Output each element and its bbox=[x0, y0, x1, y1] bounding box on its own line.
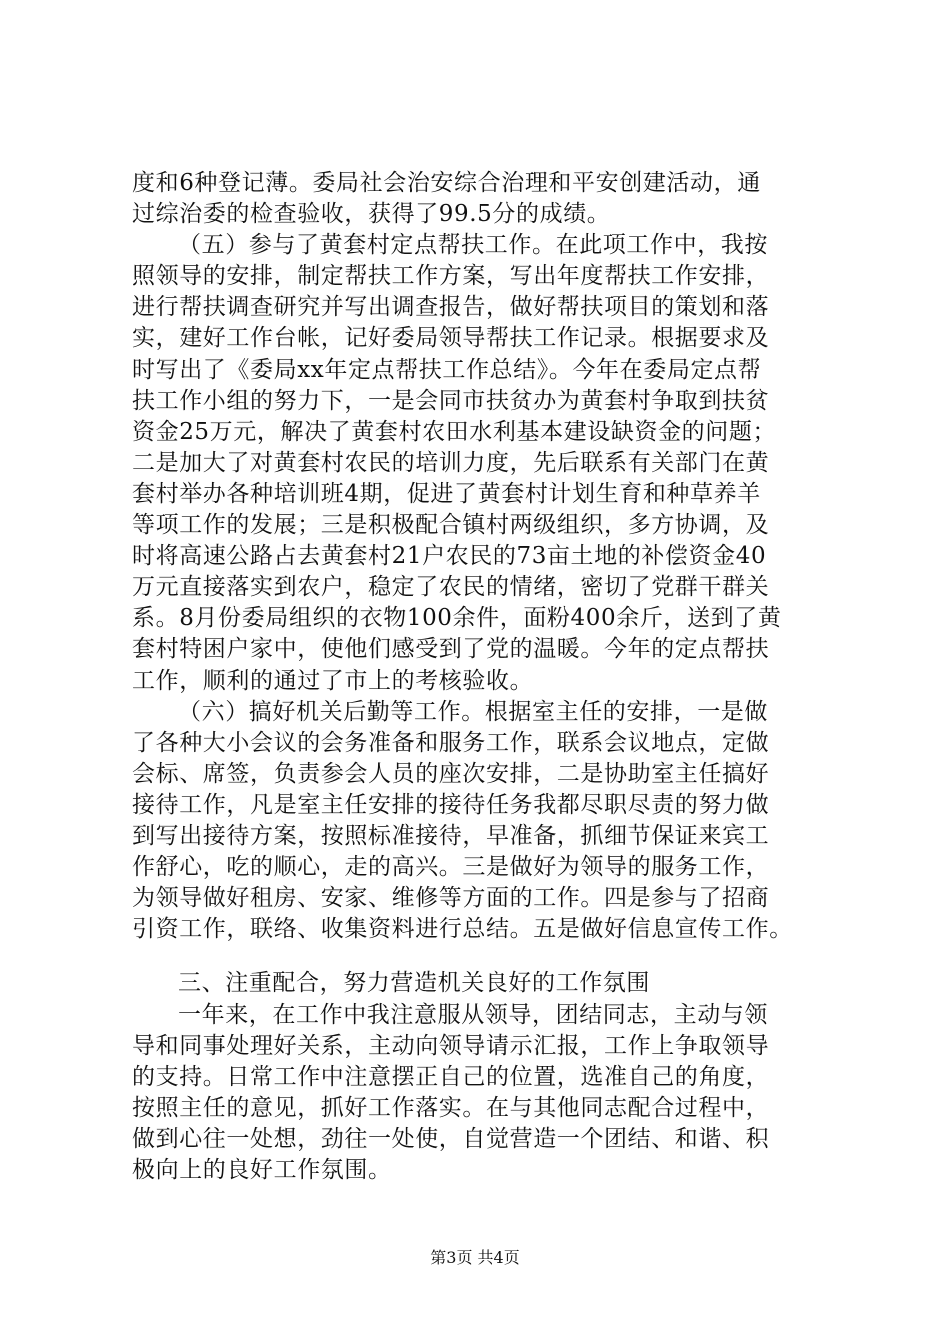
text-line: （六）搞好机关后勤等工作。根据室主任的安排，一是做 bbox=[178, 699, 768, 725]
text-line: 照领导的安排，制定帮扶工作方案，写出年度帮扶工作安排， bbox=[132, 263, 770, 289]
text-line: 了各种大小会议的会务准备和服务工作，联系会议地点，定做 bbox=[132, 730, 770, 756]
text-line: 套村举办各种培训班4期，促进了黄套村计划生育和种草养羊 bbox=[132, 481, 761, 507]
page-number-footer: 第3页 共4页 bbox=[430, 1248, 520, 1267]
text-line: 套村特困户家中，使他们感受到了党的温暖。今年的定点帮扶 bbox=[132, 636, 770, 662]
text-line: 时将高速公路占去黄套村21户农民的73亩土地的补偿资金40 bbox=[132, 543, 767, 569]
text-line: （五）参与了黄套村定点帮扶工作。在此项工作中，我按 bbox=[178, 232, 768, 258]
text-line: 引资工作，联络、收集资料进行总结。五是做好信息宣传工作。 bbox=[132, 916, 793, 942]
text-line: 过综治委的检查验收，获得了99.5分的成绩。 bbox=[132, 201, 611, 227]
text-line: 一年来，在工作中我注意服从领导，团结同志，主动与领 bbox=[178, 1002, 768, 1028]
section-heading: 三、注重配合，努力营造机关良好的工作氛围 bbox=[178, 970, 650, 996]
text-line: 工作，顺利的通过了市上的考核验收。 bbox=[132, 668, 534, 694]
text-line: 万元直接落实到农户，稳定了农民的情绪，密切了党群干群关 bbox=[132, 574, 770, 600]
text-line: 资金25万元，解决了黄套村农田水利基本建设缺资金的问题； bbox=[132, 419, 777, 445]
text-line: 按照主任的意见，抓好工作落实。在与其他同志配合过程中， bbox=[132, 1095, 770, 1121]
text-line: 作舒心，吃的顺心，走的高兴。三是做好为领导的服务工作， bbox=[132, 854, 770, 880]
text-line: 极向上的良好工作氛围。 bbox=[132, 1157, 392, 1183]
text-line: 做到心往一处想，劲往一处使，自觉营造一个团结、和谐、积 bbox=[132, 1126, 770, 1152]
text-line: 系。8月份委局组织的衣物100余件，面粉400余斤，送到了黄 bbox=[132, 605, 782, 631]
text-line: 二是加大了对黄套村农民的培训力度，先后联系有关部门在黄 bbox=[132, 450, 770, 476]
text-line: 导和同事处理好关系，主动向领导请示汇报，工作上争取领导 bbox=[132, 1033, 770, 1059]
text-line: 接待工作，凡是室主任安排的接待任务我都尽职尽责的努力做 bbox=[132, 792, 770, 818]
text-line: 到写出接待方案，按照标准接待，早准备，抓细节保证来宾工 bbox=[132, 823, 770, 849]
text-line: 实，建好工作台帐，记好委局领导帮扶工作记录。根据要求及 bbox=[132, 325, 770, 351]
text-line: 为领导做好租房、安家、维修等方面的工作。四是参与了招商 bbox=[132, 885, 770, 911]
text-line: 扶工作小组的努力下，一是会同市扶贫办为黄套村争取到扶贫 bbox=[132, 388, 770, 414]
text-line: 等项工作的发展；三是积极配合镇村两级组织，多方协调，及 bbox=[132, 512, 770, 538]
text-line: 会标、席签，负责参会人员的座次安排，二是协助室主任搞好 bbox=[132, 761, 770, 787]
text-line: 度和6种登记薄。委局社会治安综合治理和平安创建活动，通 bbox=[132, 170, 761, 196]
text-line: 时写出了《委局xx年定点帮扶工作总结》。今年在委局定点帮 bbox=[132, 357, 762, 383]
text-line: 的支持。日常工作中注意摆正自己的位置，选准自己的角度， bbox=[132, 1064, 770, 1090]
text-line: 进行帮扶调查研究并写出调查报告，做好帮扶项目的策划和落 bbox=[132, 294, 770, 320]
